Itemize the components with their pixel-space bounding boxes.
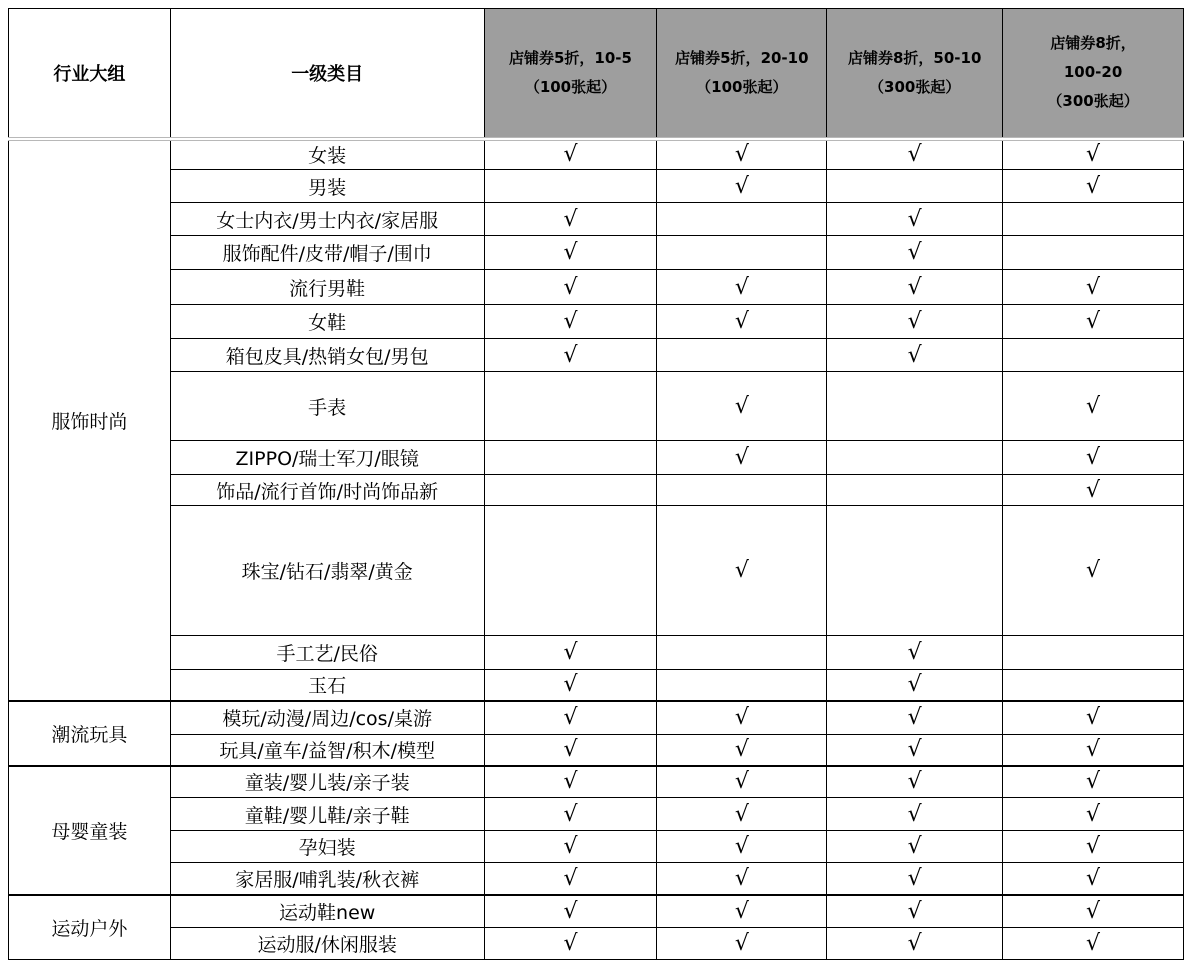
checkmark-cell[interactable]: √ <box>827 863 1003 895</box>
checkmark-cell[interactable]: √ <box>484 203 657 236</box>
checkmark-cell[interactable]: √ <box>484 701 657 735</box>
industry-group-cell[interactable]: 服饰时尚 <box>9 139 171 701</box>
checkmark-cell[interactable]: √ <box>1003 475 1184 506</box>
header-coupon-3-line-1: 店铺券8折，50-10 <box>847 48 982 67</box>
table-row <box>9 863 1184 895</box>
checkmark-cell[interactable]: √ <box>1003 441 1184 475</box>
header-coupon-2[interactable] <box>657 9 827 139</box>
checkmark-cell[interactable]: √ <box>1003 831 1184 863</box>
checkmark-cell[interactable]: √ <box>827 928 1003 960</box>
checkmark-cell[interactable]: √ <box>484 236 657 270</box>
checkmark-cell[interactable] <box>1003 636 1184 670</box>
category-cell[interactable]: 孕妇装 <box>170 831 484 863</box>
category-cell[interactable]: 饰品/流行首饰/时尚饰品新 <box>170 475 484 506</box>
checkmark-cell[interactable]: √ <box>1003 735 1184 766</box>
checkmark-cell[interactable]: √ <box>1003 895 1184 928</box>
checkmark-cell[interactable]: √ <box>657 305 827 339</box>
category-cell[interactable]: 手工艺/民俗 <box>170 636 484 670</box>
header-coupon-4-line-1: 店铺券8折， <box>1050 34 1136 53</box>
checkmark-cell[interactable]: √ <box>484 895 657 928</box>
checkmark-cell[interactable]: √ <box>1003 139 1184 170</box>
checkmark-cell[interactable] <box>827 372 1003 441</box>
checkmark-cell[interactable] <box>657 636 827 670</box>
category-cell[interactable]: 童鞋/婴儿鞋/亲子鞋 <box>170 798 484 831</box>
category-cell[interactable]: ZIPPO/瑞士军刀/眼镜 <box>170 441 484 475</box>
checkmark-cell[interactable]: √ <box>484 339 657 372</box>
industry-group-cell[interactable]: 运动户外 <box>9 895 171 960</box>
checkmark-cell[interactable]: √ <box>484 766 657 798</box>
checkmark-cell[interactable]: √ <box>827 305 1003 339</box>
table-row <box>9 270 1184 305</box>
category-cell[interactable]: 女装 <box>170 139 484 170</box>
coupon-category-table <box>8 8 1184 960</box>
checkmark-cell[interactable]: √ <box>484 305 657 339</box>
checkmark-cell[interactable] <box>484 506 657 636</box>
checkmark-cell[interactable] <box>657 670 827 701</box>
checkmark-cell[interactable] <box>827 170 1003 203</box>
category-cell[interactable]: 女士内衣/男士内衣/家居服 <box>170 203 484 236</box>
industry-group-cell[interactable]: 母婴童装 <box>9 766 171 895</box>
checkmark-cell[interactable]: √ <box>657 506 827 636</box>
checkmark-cell[interactable] <box>827 441 1003 475</box>
checkmark-cell[interactable]: √ <box>827 798 1003 831</box>
header-coupon-4-line-3: （300张起） <box>1047 92 1139 111</box>
category-cell[interactable]: 箱包皮具/热销女包/男包 <box>170 339 484 372</box>
checkmark-cell[interactable]: √ <box>1003 798 1184 831</box>
checkmark-cell[interactable]: √ <box>827 831 1003 863</box>
checkmark-cell[interactable] <box>1003 339 1184 372</box>
header-coupon-2-line-2: （100张起） <box>696 77 788 96</box>
header-first-category[interactable]: 一级类目 <box>170 9 484 139</box>
checkmark-cell[interactable]: √ <box>484 928 657 960</box>
checkmark-cell[interactable]: √ <box>1003 270 1184 305</box>
category-cell[interactable]: 童装/婴儿装/亲子装 <box>170 766 484 798</box>
table-row <box>9 701 1184 735</box>
checkmark-cell[interactable]: √ <box>1003 928 1184 960</box>
category-cell[interactable]: 女鞋 <box>170 305 484 339</box>
checkmark-cell[interactable]: √ <box>827 339 1003 372</box>
checkmark-cell[interactable]: √ <box>484 863 657 895</box>
checkmark-cell[interactable]: √ <box>657 831 827 863</box>
checkmark-cell[interactable] <box>657 339 827 372</box>
table-row <box>9 928 1184 960</box>
header-coupon-1[interactable] <box>484 9 657 139</box>
checkmark-cell[interactable]: √ <box>657 270 827 305</box>
checkmark-cell[interactable]: √ <box>484 636 657 670</box>
header-coupon-3[interactable] <box>827 9 1003 139</box>
checkmark-cell[interactable]: √ <box>657 798 827 831</box>
checkmark-cell[interactable] <box>1003 670 1184 701</box>
checkmark-cell[interactable] <box>484 441 657 475</box>
checkmark-cell[interactable] <box>484 372 657 441</box>
category-cell[interactable]: 玩具/童车/益智/积木/模型 <box>170 735 484 766</box>
header-coupon-1-line-2: （100张起） <box>524 77 617 96</box>
checkmark-cell[interactable]: √ <box>1003 863 1184 895</box>
checkmark-cell[interactable]: √ <box>827 895 1003 928</box>
checkmark-cell[interactable] <box>827 475 1003 506</box>
checkmark-cell[interactable]: √ <box>657 701 827 735</box>
checkmark-cell[interactable] <box>484 170 657 203</box>
checkmark-cell[interactable]: √ <box>1003 170 1184 203</box>
header-industry-group[interactable]: 行业大组 <box>9 9 171 139</box>
checkmark-cell[interactable]: √ <box>657 895 827 928</box>
table-row <box>9 798 1184 831</box>
checkmark-cell[interactable]: √ <box>657 170 827 203</box>
checkmark-cell[interactable] <box>657 236 827 270</box>
checkmark-cell[interactable]: √ <box>657 766 827 798</box>
header-coupon-4[interactable] <box>1003 9 1184 139</box>
checkmark-cell[interactable]: √ <box>1003 506 1184 636</box>
checkmark-cell[interactable]: √ <box>827 139 1003 170</box>
checkmark-cell[interactable]: √ <box>657 735 827 766</box>
industry-group-cell[interactable]: 潮流玩具 <box>9 701 171 766</box>
category-cell[interactable]: 运动服/休闲服装 <box>170 928 484 960</box>
category-cell[interactable]: 玉石 <box>170 670 484 701</box>
table-row <box>9 475 1184 506</box>
checkmark-cell[interactable]: √ <box>657 372 827 441</box>
header-coupon-1-line-1: 店铺券5折，10-5 <box>508 48 632 67</box>
checkmark-cell[interactable]: √ <box>657 863 827 895</box>
category-cell[interactable]: 手表 <box>170 372 484 441</box>
checkmark-cell[interactable]: √ <box>484 670 657 701</box>
checkmark-cell[interactable]: √ <box>657 139 827 170</box>
table-row <box>9 506 1184 636</box>
checkmark-cell[interactable]: √ <box>484 735 657 766</box>
category-cell[interactable]: 模玩/动漫/周边/cos/桌游 <box>170 701 484 735</box>
header-row <box>9 9 1184 139</box>
checkmark-cell[interactable]: √ <box>484 270 657 305</box>
checkmark-cell[interactable]: √ <box>657 441 827 475</box>
table-row <box>9 139 1184 170</box>
category-cell[interactable]: 家居服/哺乳装/秋衣裤 <box>170 863 484 895</box>
table-row <box>9 636 1184 670</box>
table-row <box>9 895 1184 928</box>
checkmark-cell[interactable]: √ <box>827 270 1003 305</box>
table-row <box>9 831 1184 863</box>
table-row <box>9 305 1184 339</box>
checkmark-cell[interactable]: √ <box>827 203 1003 236</box>
checkmark-cell[interactable]: √ <box>827 766 1003 798</box>
table-row <box>9 670 1184 701</box>
category-cell[interactable]: 流行男鞋 <box>170 270 484 305</box>
checkmark-cell[interactable]: √ <box>1003 766 1184 798</box>
category-cell[interactable]: 服饰配件/皮带/帽子/围巾 <box>170 236 484 270</box>
category-cell[interactable]: 珠宝/钻石/翡翠/黄金 <box>170 506 484 636</box>
checkmark-cell[interactable]: √ <box>484 798 657 831</box>
table-row <box>9 170 1184 203</box>
checkmark-cell[interactable]: √ <box>657 928 827 960</box>
category-cell[interactable]: 运动鞋new <box>170 895 484 928</box>
table-row <box>9 236 1184 270</box>
checkmark-cell[interactable] <box>657 203 827 236</box>
checkmark-cell[interactable]: √ <box>827 670 1003 701</box>
checkmark-cell[interactable]: √ <box>827 701 1003 735</box>
checkmark-cell[interactable]: √ <box>827 636 1003 670</box>
table-row <box>9 372 1184 441</box>
checkmark-cell[interactable]: √ <box>1003 305 1184 339</box>
checkmark-cell[interactable]: √ <box>484 831 657 863</box>
checkmark-cell[interactable]: √ <box>827 236 1003 270</box>
checkmark-cell[interactable]: √ <box>1003 701 1184 735</box>
table-row <box>9 203 1184 236</box>
table-row <box>9 766 1184 798</box>
checkmark-cell[interactable] <box>1003 203 1184 236</box>
table-row <box>9 441 1184 475</box>
checkmark-cell[interactable]: √ <box>1003 372 1184 441</box>
header-coupon-3-line-2: （300张起） <box>869 77 961 96</box>
checkmark-cell[interactable] <box>484 475 657 506</box>
table-row <box>9 339 1184 372</box>
header-coupon-2-line-1: 店铺券5折，20-10 <box>675 48 809 67</box>
category-cell[interactable]: 男装 <box>170 170 484 203</box>
checkmark-cell[interactable]: √ <box>484 139 657 170</box>
header-coupon-4-line-2: 100-20 <box>1063 63 1123 82</box>
checkmark-cell[interactable] <box>827 506 1003 636</box>
checkmark-cell[interactable] <box>1003 236 1184 270</box>
checkmark-cell[interactable]: √ <box>827 735 1003 766</box>
table-row <box>9 735 1184 766</box>
checkmark-cell[interactable] <box>657 475 827 506</box>
